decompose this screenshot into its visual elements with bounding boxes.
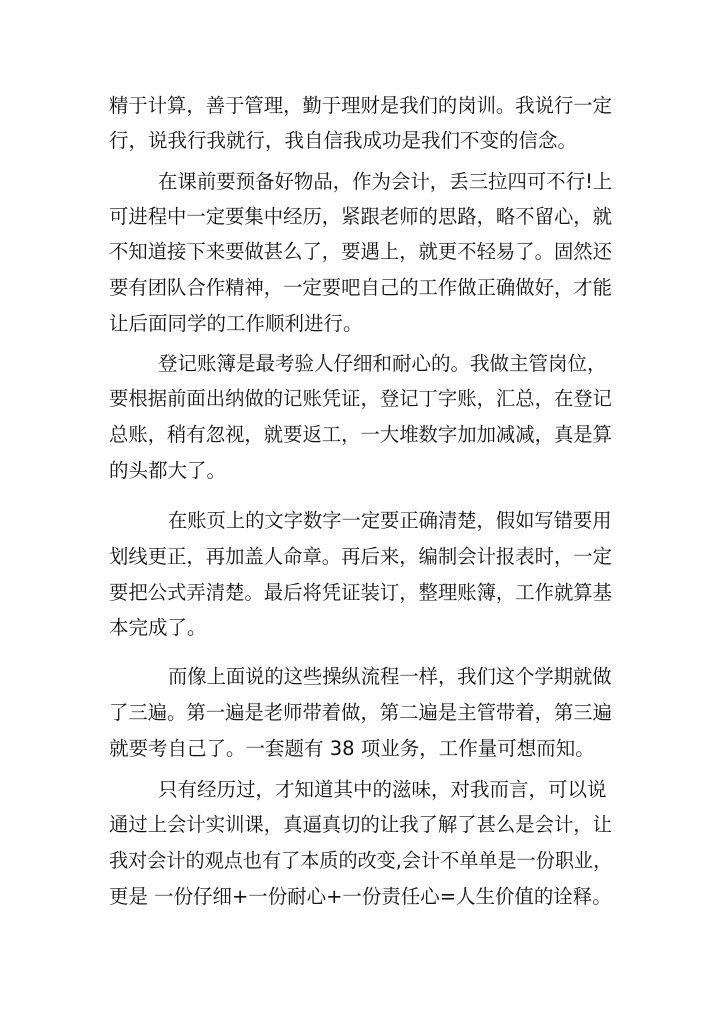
text-line: 要有团队合作精神，一定要吧自己的工作做正确做好，才能	[109, 276, 613, 299]
text-line: 我对会计的观点也有了本质的改变,会计不单单是一份职业，	[109, 849, 613, 872]
text-line: 的头都大了。	[109, 459, 227, 482]
text-line: 可进程中一定要集中经历，紧跟老师的思路，略不留心，就	[109, 205, 613, 228]
text-line: 了三遍。第一遍是老师带着做，第二遍是主管带着，第三遍	[109, 701, 613, 724]
text-line: 总账，稍有忽视，就要返工，一大堆数字加加减减，真是算	[109, 423, 613, 446]
text-line: 划线更正，再加盖人命章。再后来，编制会计报表时，一定	[109, 545, 613, 568]
text-line: 登记账簿是最考验人仔细和耐心的。我做主管岗位，	[158, 352, 607, 375]
text-line: 而像上面说的这些操纵流程一样，我们这个学期就做	[168, 665, 612, 688]
text-line: 在课前要预备好物品，作为会计，丢三拉四可不行!上	[158, 170, 613, 193]
text-line: 通过上会计实训课，真逼真切的让我了解了甚么是会计，让	[109, 813, 613, 836]
text-line: 要根据前面出纳做的记账凭证，登记丁字账，汇总，在登记	[109, 387, 613, 410]
text-line: 本完成了。	[109, 616, 207, 639]
text-line: 只有经历过，才知道其中的滋味，对我而言，可以说	[158, 778, 607, 801]
text-line: 在账页上的文字数字一定要正确清楚，假如写错要用	[168, 509, 612, 532]
text-line: 就要考自己了。一套题有 38 项业务，工作量可想而知。	[109, 737, 595, 760]
text-line: 要把公式弄清楚。最后将凭证装订，整理账簿，工作就算基	[109, 581, 613, 604]
text-line: 更是 一份仔细+一份耐心+一份责任心=人生价值的诠释。	[109, 885, 612, 908]
text-line: 行，说我行我就行，我自信我成功是我们不变的信念。	[109, 129, 578, 152]
text-line: 让后面同学的工作顺利进行。	[109, 312, 363, 335]
text-line: 不知道接下来要做甚么了，要遇上，就更不轻易了。固然还	[109, 240, 613, 263]
text-line: 精于计算，善于管理，勤于理财是我们的岗训。我说行一定	[109, 94, 613, 117]
